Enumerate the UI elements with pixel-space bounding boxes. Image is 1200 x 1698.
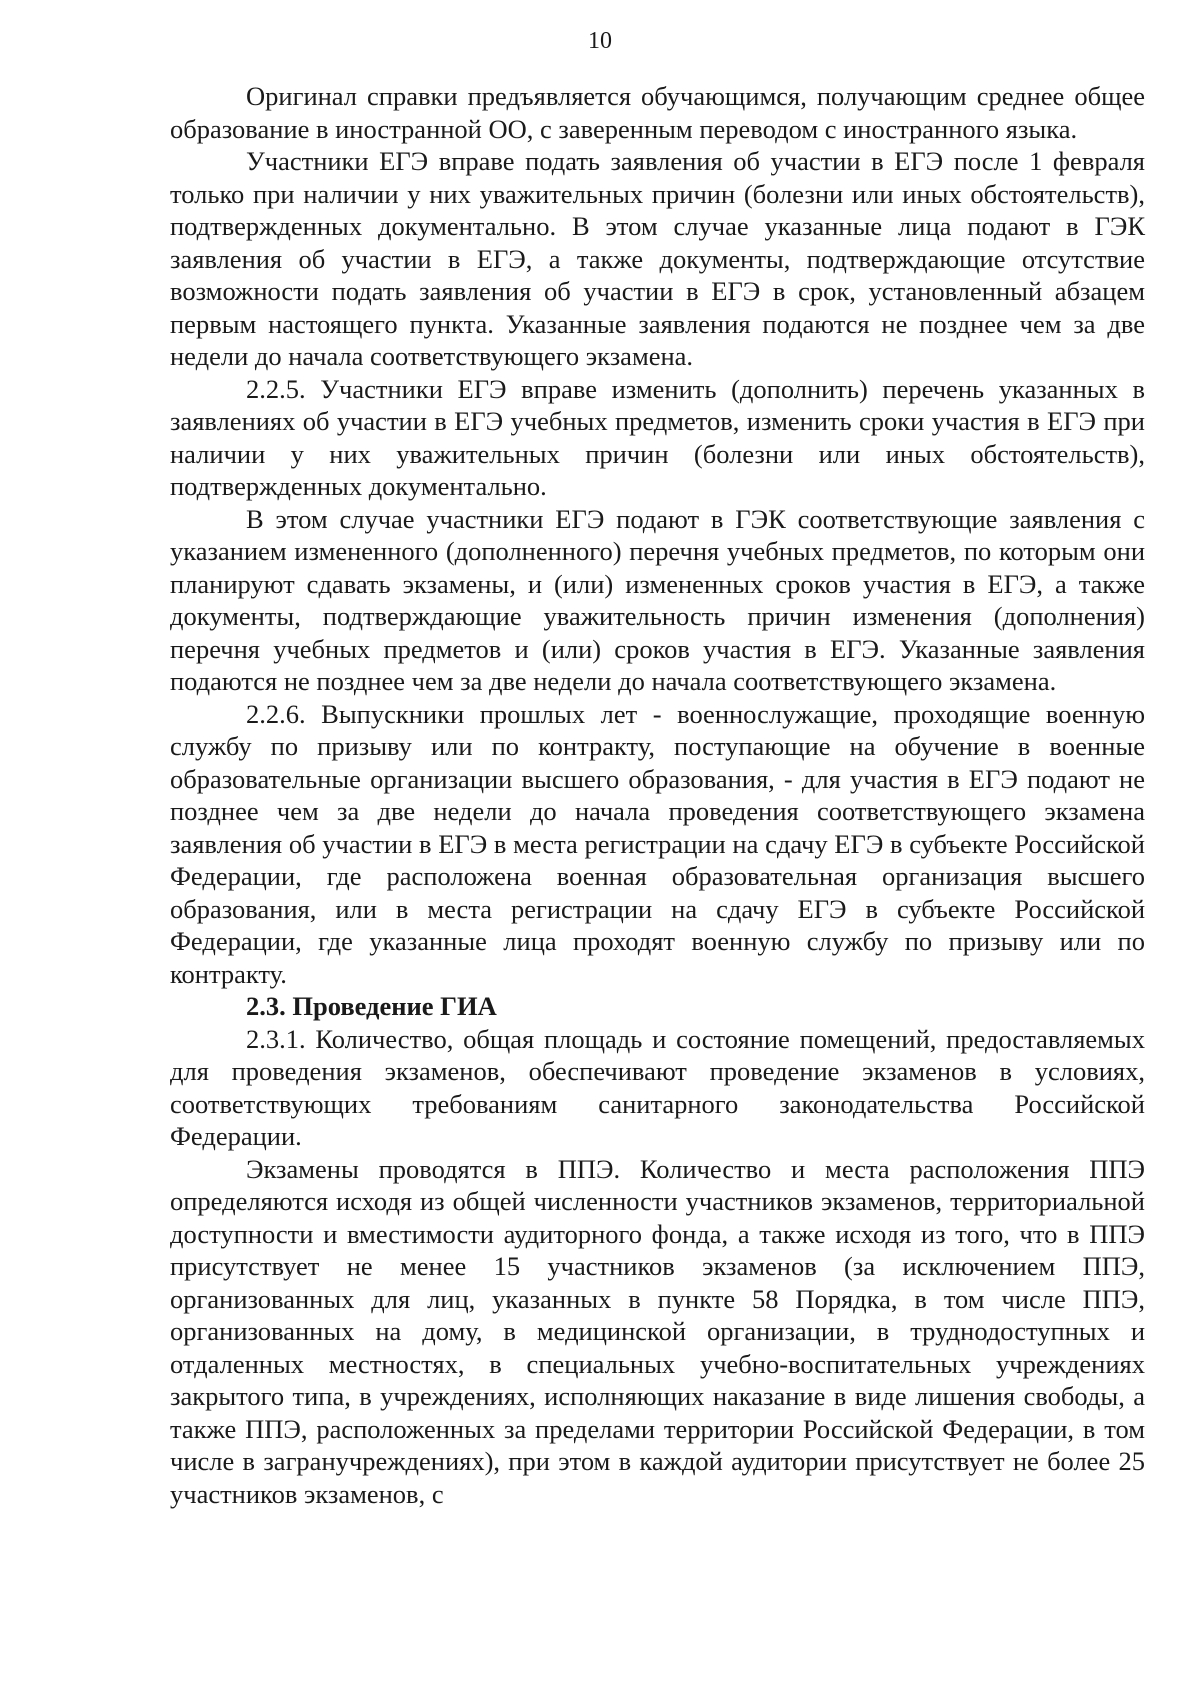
section-heading-2-3: 2.3. Проведение ГИА [246, 991, 497, 1021]
paragraph-exam-locations: Экзамены проводятся в ППЭ. Количество и места расположения ППЭ определяются исходя из общей численности участников экзаменов, территориальной доступности и вместимости аудиторного фонда, а также исходя из того, что в ППЭ присутствует не менее 15 участников экзаменов (за исключением ППЭ, организованных для лиц, указанных в пункте 58 Порядка, в том числе ППЭ, организованных на дому, в медицинской организации, в труднодоступных и отдаленных местностях, в специальных учебно-воспитательных учреждениях закрытого типа, в учреждениях, исполняющих наказание в виде лишения свободы, а также ППЭ, расположенных за пределами территории Российской Федерации, в том числе в загранучреждениях), при этом в каждой аудитории присутствует не более 25 участников экзаменов, с [170, 1153, 1145, 1509]
paragraph-change-subjects: В этом случае участники ЕГЭ подают в ГЭК соответствующие заявления с указанием измененного (дополненного) перечня учебных предметов, по которым они планируют сдавать экзамены, и (или) измененных сроков участия в ЕГЭ, а также документы, подтверждающие уважительность причин изменения (дополнения) перечня учебных предметов и (или) сроков участия в ЕГЭ. Указанные заявления подаются не позднее чем за две недели до начала соответствующего экзамена. [170, 503, 1145, 696]
paragraph-2-2-6: 2.2.6. Выпускники прошлых лет - военнослужащие, проходящие военную службу по призыву или по контракту, поступающие на обучение в военные образовательные организации высшего образования, - для участия в ЕГЭ подают не позднее чем за две недели до начала проведения соответствующего экзамена заявления об участии в ЕГЭ в места регистрации на сдачу ЕГЭ в субъекте Российской Федерации, где расположена военная образовательная организация высшего образования, или в места регистрации на сдачу ЕГЭ в субъекте Российской Федерации, где указанные лица проходят военную службу по призыву или по контракту. [170, 698, 1145, 989]
paragraph-late-applications: Участники ЕГЭ вправе подать заявления об участии в ЕГЭ после 1 февраля только при наличии у них уважительных причин (болезни или иных обстоятельств), подтвержденных документально. В этом случае указанные лица подают в ГЭК заявления об участии в ЕГЭ, а также документы, подтверждающие отсутствие возможности подать заявления об участии в ЕГЭ в срок, установленный абзацем первым настоящего пункта. Указанные заявления подаются не позднее чем за две недели до начала соответствующего экзамена. [170, 146, 1145, 371]
paragraph-certificate-original: Оригинал справки предъявляется обучающимся, получающим среднее общее образование в иностранной ОО, с заверенным переводом с иностранного языка. [170, 81, 1145, 144]
document-body [170, 80, 1145, 1510]
paragraph-2-3-1: 2.3.1. Количество, общая площадь и состояние помещений, предоставляемых для проведения экзаменов, обеспечивают проведение экзаменов в условиях, соответствующих требованиям санитарного законодательства Российской Федерации. [170, 1023, 1145, 1151]
paragraph-2-2-5: 2.2.5. Участники ЕГЭ вправе изменить (дополнить) перечень указанных в заявлениях об участии в ЕГЭ учебных предметов, изменить сроки участия в ЕГЭ при наличии у них уважительных причин (болезни или иных обстоятельств), подтвержденных документально. [170, 373, 1145, 501]
page-number: 10 [588, 28, 612, 54]
